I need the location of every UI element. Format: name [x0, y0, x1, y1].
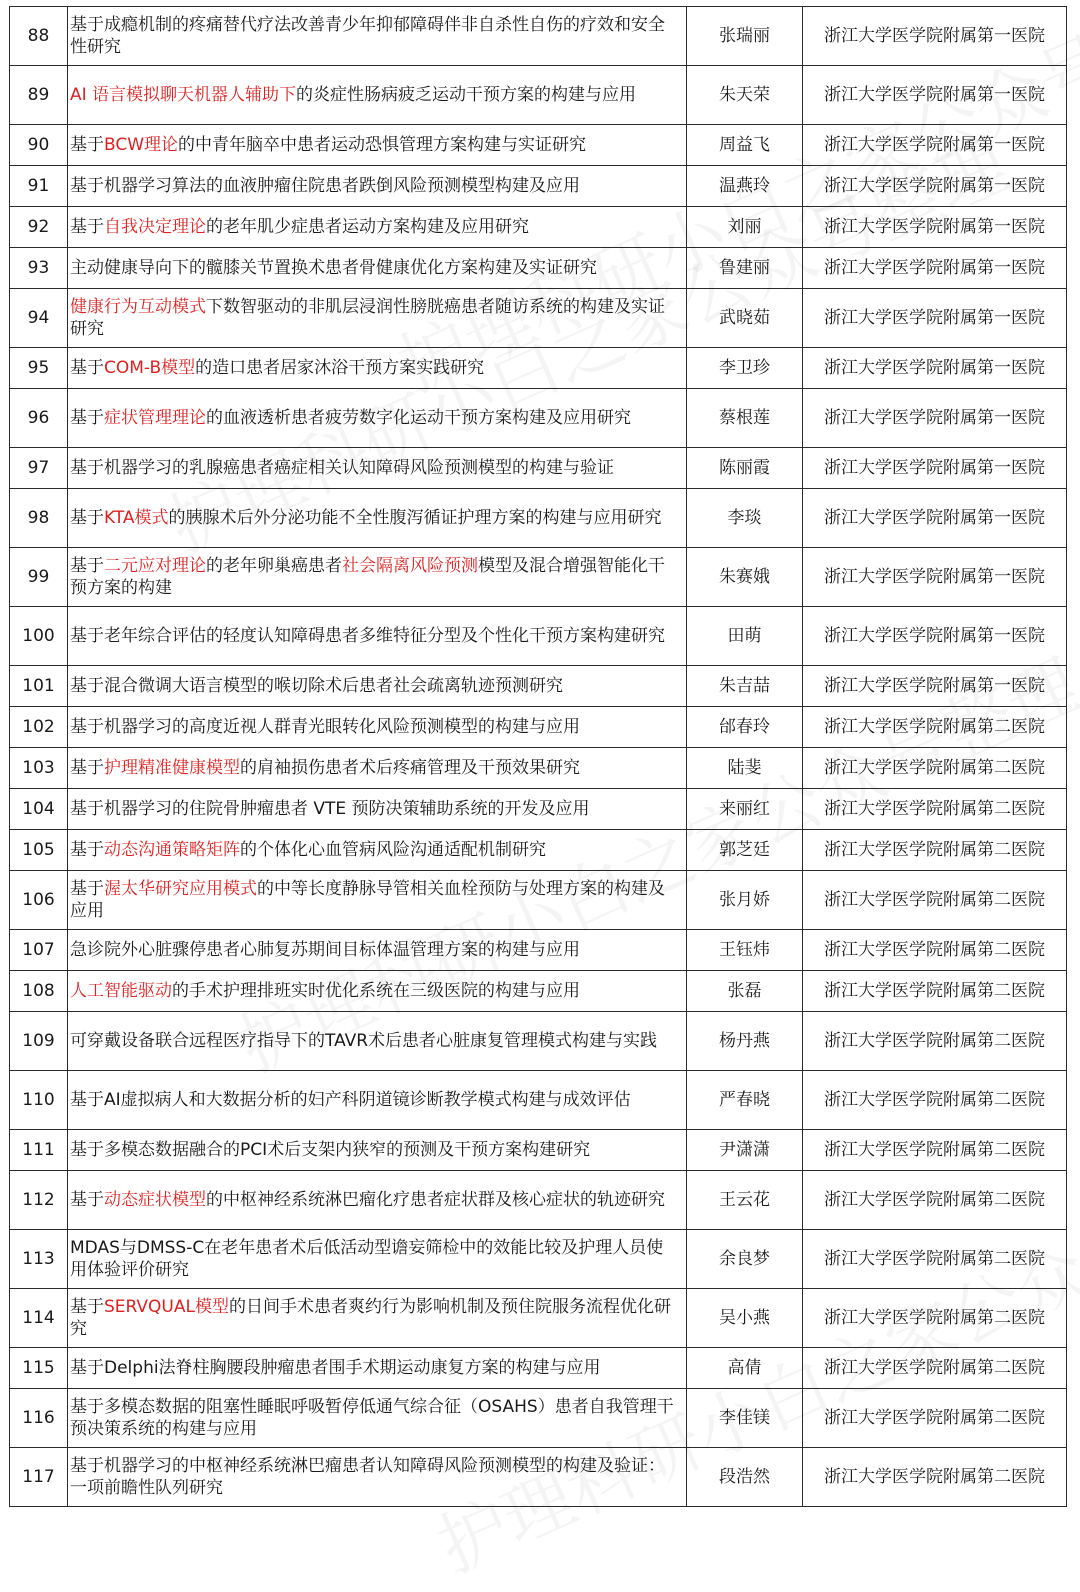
project-title	[68, 1289, 687, 1348]
project-title	[68, 748, 687, 789]
hospital-name: 浙江大学医学院附属第二医院	[803, 1071, 1067, 1130]
table-row	[10, 289, 1067, 348]
row-number: 117	[10, 1448, 68, 1507]
project-title	[68, 1448, 687, 1507]
hospital-name: 浙江大学医学院附属第二医院	[803, 871, 1067, 930]
title-text: 基于AI虚拟病人和大数据分析的妇产科阴道镜诊断教学模式构建与成效评估	[70, 1090, 631, 1110]
project-title	[68, 448, 687, 489]
project-title	[68, 607, 687, 666]
highlighted-keyword: 渥太华研究应用模式	[104, 879, 257, 899]
title-text: 基于	[70, 840, 104, 860]
project-title	[68, 1130, 687, 1171]
title-text: 基于机器学习算法的血液肿瘤住院患者跌倒风险预测模型构建及应用	[70, 176, 580, 196]
row-number: 99	[10, 548, 68, 607]
table-row	[10, 389, 1067, 448]
title-text: 基于	[70, 879, 104, 899]
applicant-name: 鲁建丽	[687, 248, 803, 289]
title-text: 的日间手术患者爽约行为影响机制及预住院服务流程优化研究	[70, 1297, 671, 1339]
hospital-name: 浙江大学医学院附属第一医院	[803, 489, 1067, 548]
applicant-name: 余良梦	[687, 1230, 803, 1289]
applicant-name: 王云花	[687, 1171, 803, 1230]
title-text: 基于	[70, 1190, 104, 1210]
hospital-name: 浙江大学医学院附属第二医院	[803, 1448, 1067, 1507]
row-number: 93	[10, 248, 68, 289]
row-number: 110	[10, 1071, 68, 1130]
applicant-name: 高倩	[687, 1348, 803, 1389]
hospital-name: 浙江大学医学院附属第一医院	[803, 66, 1067, 125]
hospital-name: 浙江大学医学院附属第二医院	[803, 1130, 1067, 1171]
highlighted-keyword: 人工智能驱动	[70, 981, 172, 1001]
row-number: 111	[10, 1130, 68, 1171]
applicant-name: 李佳镁	[687, 1389, 803, 1448]
title-text: 基于	[70, 217, 104, 237]
row-number: 92	[10, 207, 68, 248]
table-row	[10, 1230, 1067, 1289]
highlighted-keyword: COM-B模型	[104, 358, 196, 378]
highlighted-keyword: BCW理论	[104, 135, 179, 155]
title-text: 的中青年脑卒中患者运动恐惧管理方案构建与实证研究	[178, 135, 587, 155]
applicant-name: 朱吉喆	[687, 666, 803, 707]
highlighted-keyword: KTA模式	[104, 508, 169, 528]
project-title	[68, 789, 687, 830]
highlighted-keyword: 自我决定理论	[104, 217, 206, 237]
applicant-name: 田萌	[687, 607, 803, 666]
row-number: 106	[10, 871, 68, 930]
table-row	[10, 930, 1067, 971]
row-number: 88	[10, 7, 68, 66]
row-number: 109	[10, 1012, 68, 1071]
table-row	[10, 1171, 1067, 1230]
hospital-name: 浙江大学医学院附属第二医院	[803, 930, 1067, 971]
table-row	[10, 748, 1067, 789]
applicant-name: 张瑞丽	[687, 7, 803, 66]
project-title	[68, 548, 687, 607]
table-row	[10, 789, 1067, 830]
project-title	[68, 348, 687, 389]
table-row	[10, 607, 1067, 666]
project-title	[68, 489, 687, 548]
highlighted-keyword: 社会隔离风险预测	[342, 556, 478, 576]
applicant-name: 陆斐	[687, 748, 803, 789]
title-text: 的老年肌少症患者运动方案构建及应用研究	[206, 217, 529, 237]
title-text: 的造口患者居家沐浴干预方案实践研究	[195, 358, 485, 378]
title-text: 基于成瘾机制的疼痛替代疗法改善青少年抑郁障碍伴非自杀性自伤的疗效和安全性研究	[70, 15, 665, 57]
applicant-name: 张磊	[687, 971, 803, 1012]
applicant-name: 武晓茹	[687, 289, 803, 348]
title-text: 基于	[70, 358, 104, 378]
hospital-name: 浙江大学医学院附属第二医院	[803, 971, 1067, 1012]
table-row	[10, 666, 1067, 707]
table-row	[10, 548, 1067, 607]
table-row	[10, 7, 1067, 66]
applicant-name: 蔡根莲	[687, 389, 803, 448]
row-number: 113	[10, 1230, 68, 1289]
applicant-name: 温燕玲	[687, 166, 803, 207]
table-row	[10, 1448, 1067, 1507]
hospital-name: 浙江大学医学院附属第一医院	[803, 448, 1067, 489]
row-number: 96	[10, 389, 68, 448]
title-text: MDAS与DMSS-C在老年患者术后低活动型谵妄筛检中的效能比较及护理人员使用体验评价研究	[70, 1238, 664, 1280]
project-title	[68, 166, 687, 207]
table-row	[10, 1348, 1067, 1389]
row-number: 102	[10, 707, 68, 748]
table-row	[10, 448, 1067, 489]
highlighted-keyword: 健康行为互动模式	[70, 297, 206, 317]
hospital-name: 浙江大学医学院附属第一医院	[803, 666, 1067, 707]
title-text: 的个体化心血管病风险沟通适配机制研究	[240, 840, 546, 860]
highlighted-keyword: AI 语言模拟聊天机器人辅助下	[70, 85, 297, 105]
row-number: 112	[10, 1171, 68, 1230]
highlighted-keyword: 护理精准健康模型	[104, 758, 240, 778]
title-text: 急诊院外心脏骤停患者心肺复苏期间目标体温管理方案的构建与应用	[70, 940, 580, 960]
table-row	[10, 1389, 1067, 1448]
applicant-name: 吴小燕	[687, 1289, 803, 1348]
title-text: 基于	[70, 408, 104, 428]
project-title	[68, 666, 687, 707]
table-row	[10, 871, 1067, 930]
title-text: 的血液透析患者疲劳数字化运动干预方案构建及应用研究	[206, 408, 631, 428]
applicant-name: 杨丹燕	[687, 1012, 803, 1071]
row-number: 95	[10, 348, 68, 389]
title-text: 基于老年综合评估的轻度认知障碍患者多维特征分型及个性化干预方案构建研究	[70, 626, 665, 646]
project-title	[68, 1230, 687, 1289]
project-title	[68, 125, 687, 166]
title-text: 基于Delphi法脊柱胸腰段肿瘤患者围手术期运动康复方案的构建与应用	[70, 1358, 601, 1378]
table-row	[10, 1071, 1067, 1130]
hospital-name: 浙江大学医学院附属第二医院	[803, 1389, 1067, 1448]
highlighted-keyword: 动态沟通策略矩阵	[104, 840, 240, 860]
hospital-name: 浙江大学医学院附属第一医院	[803, 389, 1067, 448]
applicant-name: 李卫珍	[687, 348, 803, 389]
hospital-name: 浙江大学医学院附属第一医院	[803, 289, 1067, 348]
table-row	[10, 166, 1067, 207]
hospital-name: 浙江大学医学院附属第二医院	[803, 1012, 1067, 1071]
applicant-name: 来丽红	[687, 789, 803, 830]
applicant-name: 刘丽	[687, 207, 803, 248]
title-text: 基于混合微调大语言模型的喉切除术后患者社会疏离轨迹预测研究	[70, 676, 563, 696]
project-title	[68, 7, 687, 66]
title-text: 基于机器学习的中枢神经系统淋巴瘤患者认知障碍风险预测模型的构建及验证：一项前瞻性队列研究	[70, 1456, 665, 1498]
hospital-name: 浙江大学医学院附属第一医院	[803, 207, 1067, 248]
applicant-name: 王钰炜	[687, 930, 803, 971]
row-number: 90	[10, 125, 68, 166]
project-title	[68, 248, 687, 289]
title-text: 的手术护理排班实时优化系统在三级医院的构建与应用	[172, 981, 580, 1001]
project-title	[68, 1171, 687, 1230]
table-row	[10, 489, 1067, 548]
project-title	[68, 971, 687, 1012]
title-text: 基于	[70, 758, 104, 778]
project-table	[9, 6, 1067, 1507]
project-title	[68, 830, 687, 871]
title-text: 基于机器学习的高度近视人群青光眼转化风险预测模型的构建与应用	[70, 717, 580, 737]
highlighted-keyword: 动态症状模型	[104, 1190, 206, 1210]
title-text: 基于	[70, 556, 104, 576]
row-number: 104	[10, 789, 68, 830]
project-title	[68, 1071, 687, 1130]
title-text: 的中等长度静脉导管相关血栓预防与处理方案的构建及应用	[70, 879, 665, 921]
hospital-name: 浙江大学医学院附属第一医院	[803, 166, 1067, 207]
applicant-name: 李琰	[687, 489, 803, 548]
project-list-sheet	[9, 6, 1067, 1507]
hospital-name: 浙江大学医学院附属第二医院	[803, 1171, 1067, 1230]
hospital-name: 浙江大学医学院附属第一医院	[803, 548, 1067, 607]
project-title	[68, 930, 687, 971]
title-text: 基于多模态数据的阻塞性睡眠呼吸暂停低通气综合征（OSAHS）患者自我管理干预决策系统的构建与应用	[70, 1397, 674, 1439]
project-title	[68, 389, 687, 448]
title-text: 的胰腺术后外分泌功能不全性腹泻循证护理方案的构建与应用研究	[168, 508, 662, 528]
highlighted-keyword: 二元应对理论	[104, 556, 206, 576]
row-number: 89	[10, 66, 68, 125]
row-number: 114	[10, 1289, 68, 1348]
hospital-name: 浙江大学医学院附属第二医院	[803, 830, 1067, 871]
table-row	[10, 248, 1067, 289]
table-row	[10, 125, 1067, 166]
project-title	[68, 871, 687, 930]
row-number: 108	[10, 971, 68, 1012]
row-number: 94	[10, 289, 68, 348]
hospital-name: 浙江大学医学院附属第二医院	[803, 748, 1067, 789]
title-text: 基于多模态数据融合的PCI术后支架内狭窄的预测及干预方案构建研究	[70, 1140, 591, 1160]
hospital-name: 浙江大学医学院附属第二医院	[803, 707, 1067, 748]
project-title	[68, 1389, 687, 1448]
row-number: 107	[10, 930, 68, 971]
hospital-name: 浙江大学医学院附属第一医院	[803, 125, 1067, 166]
hospital-name: 浙江大学医学院附属第一医院	[803, 607, 1067, 666]
highlighted-keyword: SERVQUAL模型	[104, 1297, 229, 1317]
row-number: 91	[10, 166, 68, 207]
project-title	[68, 66, 687, 125]
row-number: 97	[10, 448, 68, 489]
title-text: 基于	[70, 1297, 104, 1317]
applicant-name: 严春晓	[687, 1071, 803, 1130]
project-title	[68, 1348, 687, 1389]
row-number: 116	[10, 1389, 68, 1448]
table-row	[10, 707, 1067, 748]
project-title	[68, 289, 687, 348]
title-text: 可穿戴设备联合远程医疗指导下的TAVR术后患者心脏康复管理模式构建与实践	[70, 1031, 658, 1051]
hospital-name: 浙江大学医学院附属第二医院	[803, 1289, 1067, 1348]
table-row	[10, 1130, 1067, 1171]
hospital-name: 浙江大学医学院附属第一医院	[803, 248, 1067, 289]
applicant-name: 邰春玲	[687, 707, 803, 748]
project-title	[68, 1012, 687, 1071]
title-text: 的中枢神经系统淋巴瘤化疗患者症状群及核心症状的轨迹研究	[206, 1190, 665, 1210]
applicant-name: 朱天荣	[687, 66, 803, 125]
row-number: 105	[10, 830, 68, 871]
title-text: 模型及混合增强智能化干预方案的构建	[70, 556, 665, 598]
row-number: 115	[10, 1348, 68, 1389]
applicant-name: 周益飞	[687, 125, 803, 166]
hospital-name: 浙江大学医学院附属第二医院	[803, 789, 1067, 830]
table-row	[10, 1012, 1067, 1071]
highlighted-keyword: 症状管理理论	[104, 408, 206, 428]
title-text: 基于机器学习的住院骨肿瘤患者 VTE 预防决策辅助系统的开发及应用	[70, 799, 590, 819]
applicant-name: 张月娇	[687, 871, 803, 930]
row-number: 98	[10, 489, 68, 548]
row-number: 103	[10, 748, 68, 789]
applicant-name: 陈丽霞	[687, 448, 803, 489]
title-text: 的肩袖损伤患者术后疼痛管理及干预效果研究	[240, 758, 580, 778]
project-title	[68, 707, 687, 748]
hospital-name: 浙江大学医学院附属第二医院	[803, 1348, 1067, 1389]
row-number: 101	[10, 666, 68, 707]
project-title	[68, 207, 687, 248]
applicant-name: 郭芝廷	[687, 830, 803, 871]
title-text: 的老年卵巢癌患者	[206, 556, 342, 576]
applicant-name: 尹潇潇	[687, 1130, 803, 1171]
applicant-name: 段浩然	[687, 1448, 803, 1507]
table-row	[10, 348, 1067, 389]
hospital-name: 浙江大学医学院附属第一医院	[803, 7, 1067, 66]
title-text: 基于	[70, 135, 104, 155]
table-row	[10, 66, 1067, 125]
title-text: 的炎症性肠病疲乏运动干预方案的构建与应用	[296, 85, 637, 105]
applicant-name: 朱赛娥	[687, 548, 803, 607]
hospital-name: 浙江大学医学院附属第一医院	[803, 348, 1067, 389]
title-text: 下数智驱动的非肌层浸润性膀胱癌患者随访系统的构建及实证研究	[70, 297, 665, 339]
title-text: 基于	[70, 508, 104, 528]
table-row	[10, 830, 1067, 871]
table-row	[10, 207, 1067, 248]
table-row	[10, 971, 1067, 1012]
row-number: 100	[10, 607, 68, 666]
title-text: 基于机器学习的乳腺癌患者癌症相关认知障碍风险预测模型的构建与验证	[70, 458, 614, 478]
table-row	[10, 1289, 1067, 1348]
title-text: 主动健康导向下的髋膝关节置换术患者骨健康优化方案构建及实证研究	[70, 258, 597, 278]
project-table-body	[10, 7, 1067, 1507]
hospital-name: 浙江大学医学院附属第二医院	[803, 1230, 1067, 1289]
